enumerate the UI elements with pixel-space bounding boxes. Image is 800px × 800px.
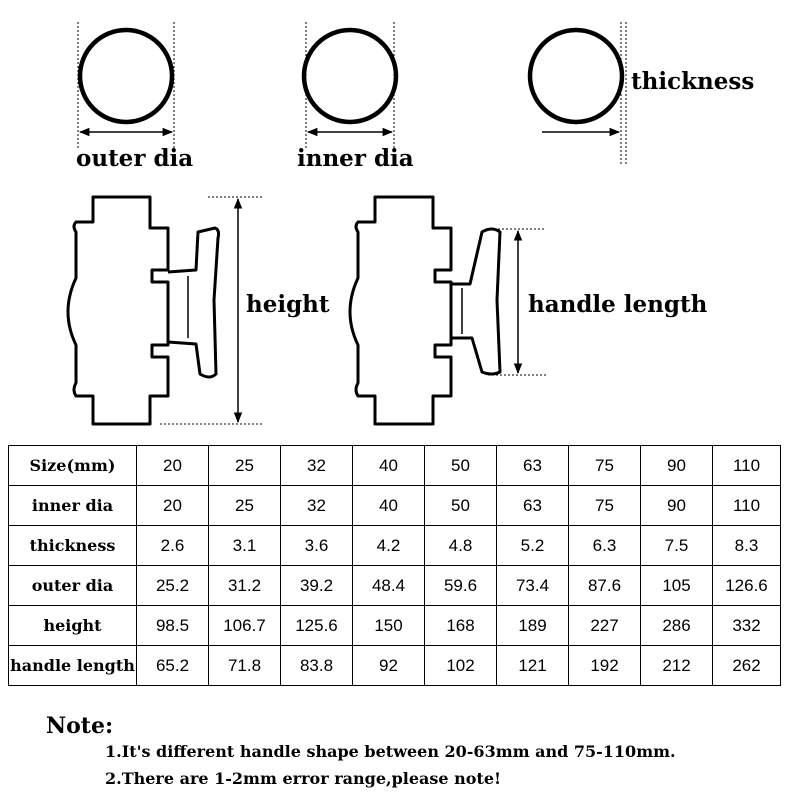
table-cell: 2.6 bbox=[137, 526, 209, 566]
table-cell: 168 bbox=[425, 606, 497, 646]
table-row bbox=[9, 486, 781, 526]
outer-dia-figure bbox=[78, 22, 174, 148]
table-cell: 227 bbox=[569, 606, 641, 646]
outer-dia-label: outer dia bbox=[76, 145, 194, 172]
table-row bbox=[9, 646, 781, 686]
table-cell: 189 bbox=[497, 606, 569, 646]
table-cell: 150 bbox=[353, 606, 425, 646]
table-row bbox=[9, 606, 781, 646]
row-header: thickness bbox=[9, 526, 137, 566]
table-cell: 98.5 bbox=[137, 606, 209, 646]
table-cell: 32 bbox=[281, 486, 353, 526]
table-row bbox=[9, 526, 781, 566]
table-cell: 286 bbox=[641, 606, 713, 646]
table-cell: 50 bbox=[425, 446, 497, 486]
table-cell: 90 bbox=[641, 446, 713, 486]
table-cell: 65.2 bbox=[137, 646, 209, 686]
table-row bbox=[9, 566, 781, 606]
table-cell: 83.8 bbox=[281, 646, 353, 686]
table-cell: 59.6 bbox=[425, 566, 497, 606]
table-cell: 332 bbox=[713, 606, 781, 646]
thickness-label: thickness bbox=[631, 68, 755, 95]
table-cell: 32 bbox=[281, 446, 353, 486]
spec-table-body bbox=[9, 446, 781, 686]
table-cell: 4.8 bbox=[425, 526, 497, 566]
valve-handle-length-figure bbox=[350, 197, 500, 424]
table-cell: 71.8 bbox=[209, 646, 281, 686]
inner-dia-circle bbox=[304, 30, 396, 122]
table-cell: 262 bbox=[713, 646, 781, 686]
table-cell: 4.2 bbox=[353, 526, 425, 566]
valve-handle-outline-2 bbox=[451, 229, 500, 374]
inner-dia-label: inner dia bbox=[297, 145, 414, 172]
table-cell: 126.6 bbox=[713, 566, 781, 606]
valve-body-outline bbox=[68, 197, 168, 424]
table-cell: 40 bbox=[353, 486, 425, 526]
table-cell: 125.6 bbox=[281, 606, 353, 646]
table-cell: 106.7 bbox=[209, 606, 281, 646]
table-cell: 105 bbox=[641, 566, 713, 606]
height-label: height bbox=[246, 291, 330, 318]
table-cell: 31.2 bbox=[209, 566, 281, 606]
table-cell: 25 bbox=[209, 446, 281, 486]
thickness-circle bbox=[530, 30, 622, 122]
table-cell: 212 bbox=[641, 646, 713, 686]
table-cell: 25.2 bbox=[137, 566, 209, 606]
handle-length-label: handle length bbox=[528, 291, 708, 318]
row-header: height bbox=[9, 606, 137, 646]
table-cell: 121 bbox=[497, 646, 569, 686]
outer-dia-circle bbox=[80, 30, 172, 122]
valve-body-outline-2 bbox=[350, 197, 451, 424]
table-cell: 40 bbox=[353, 446, 425, 486]
note-title: Note: bbox=[46, 713, 114, 739]
valve-height-figure bbox=[68, 197, 219, 424]
note-item-1: 1.It's different handle shape between 20-63mm and 75-110mm. bbox=[105, 742, 676, 761]
table-cell: 39.2 bbox=[281, 566, 353, 606]
row-header: inner dia bbox=[9, 486, 137, 526]
table-cell: 87.6 bbox=[569, 566, 641, 606]
row-header: outer dia bbox=[9, 566, 137, 606]
table-row bbox=[9, 446, 781, 486]
table-cell: 50 bbox=[425, 486, 497, 526]
valve-handle-outline bbox=[168, 228, 219, 377]
table-cell: 20 bbox=[137, 486, 209, 526]
row-header: handle length bbox=[9, 646, 137, 686]
table-cell: 73.4 bbox=[497, 566, 569, 606]
row-header: Size(mm) bbox=[9, 446, 137, 486]
spec-table bbox=[8, 445, 781, 686]
inner-dia-figure bbox=[304, 22, 396, 148]
table-cell: 63 bbox=[497, 486, 569, 526]
table-cell: 63 bbox=[497, 446, 569, 486]
table-cell: 110 bbox=[713, 446, 781, 486]
table-cell: 192 bbox=[569, 646, 641, 686]
table-cell: 92 bbox=[353, 646, 425, 686]
table-cell: 5.2 bbox=[497, 526, 569, 566]
table-cell: 7.5 bbox=[641, 526, 713, 566]
table-cell: 25 bbox=[209, 486, 281, 526]
table-cell: 75 bbox=[569, 446, 641, 486]
table-cell: 48.4 bbox=[353, 566, 425, 606]
table-cell: 20 bbox=[137, 446, 209, 486]
table-cell: 110 bbox=[713, 486, 781, 526]
table-cell: 6.3 bbox=[569, 526, 641, 566]
table-cell: 75 bbox=[569, 486, 641, 526]
table-cell: 3.1 bbox=[209, 526, 281, 566]
thickness-figure bbox=[530, 22, 626, 165]
table-cell: 3.6 bbox=[281, 526, 353, 566]
table-cell: 102 bbox=[425, 646, 497, 686]
table-cell: 90 bbox=[641, 486, 713, 526]
table-cell: 8.3 bbox=[713, 526, 781, 566]
note-item-2: 2.There are 1-2mm error range,please note! bbox=[105, 769, 502, 788]
